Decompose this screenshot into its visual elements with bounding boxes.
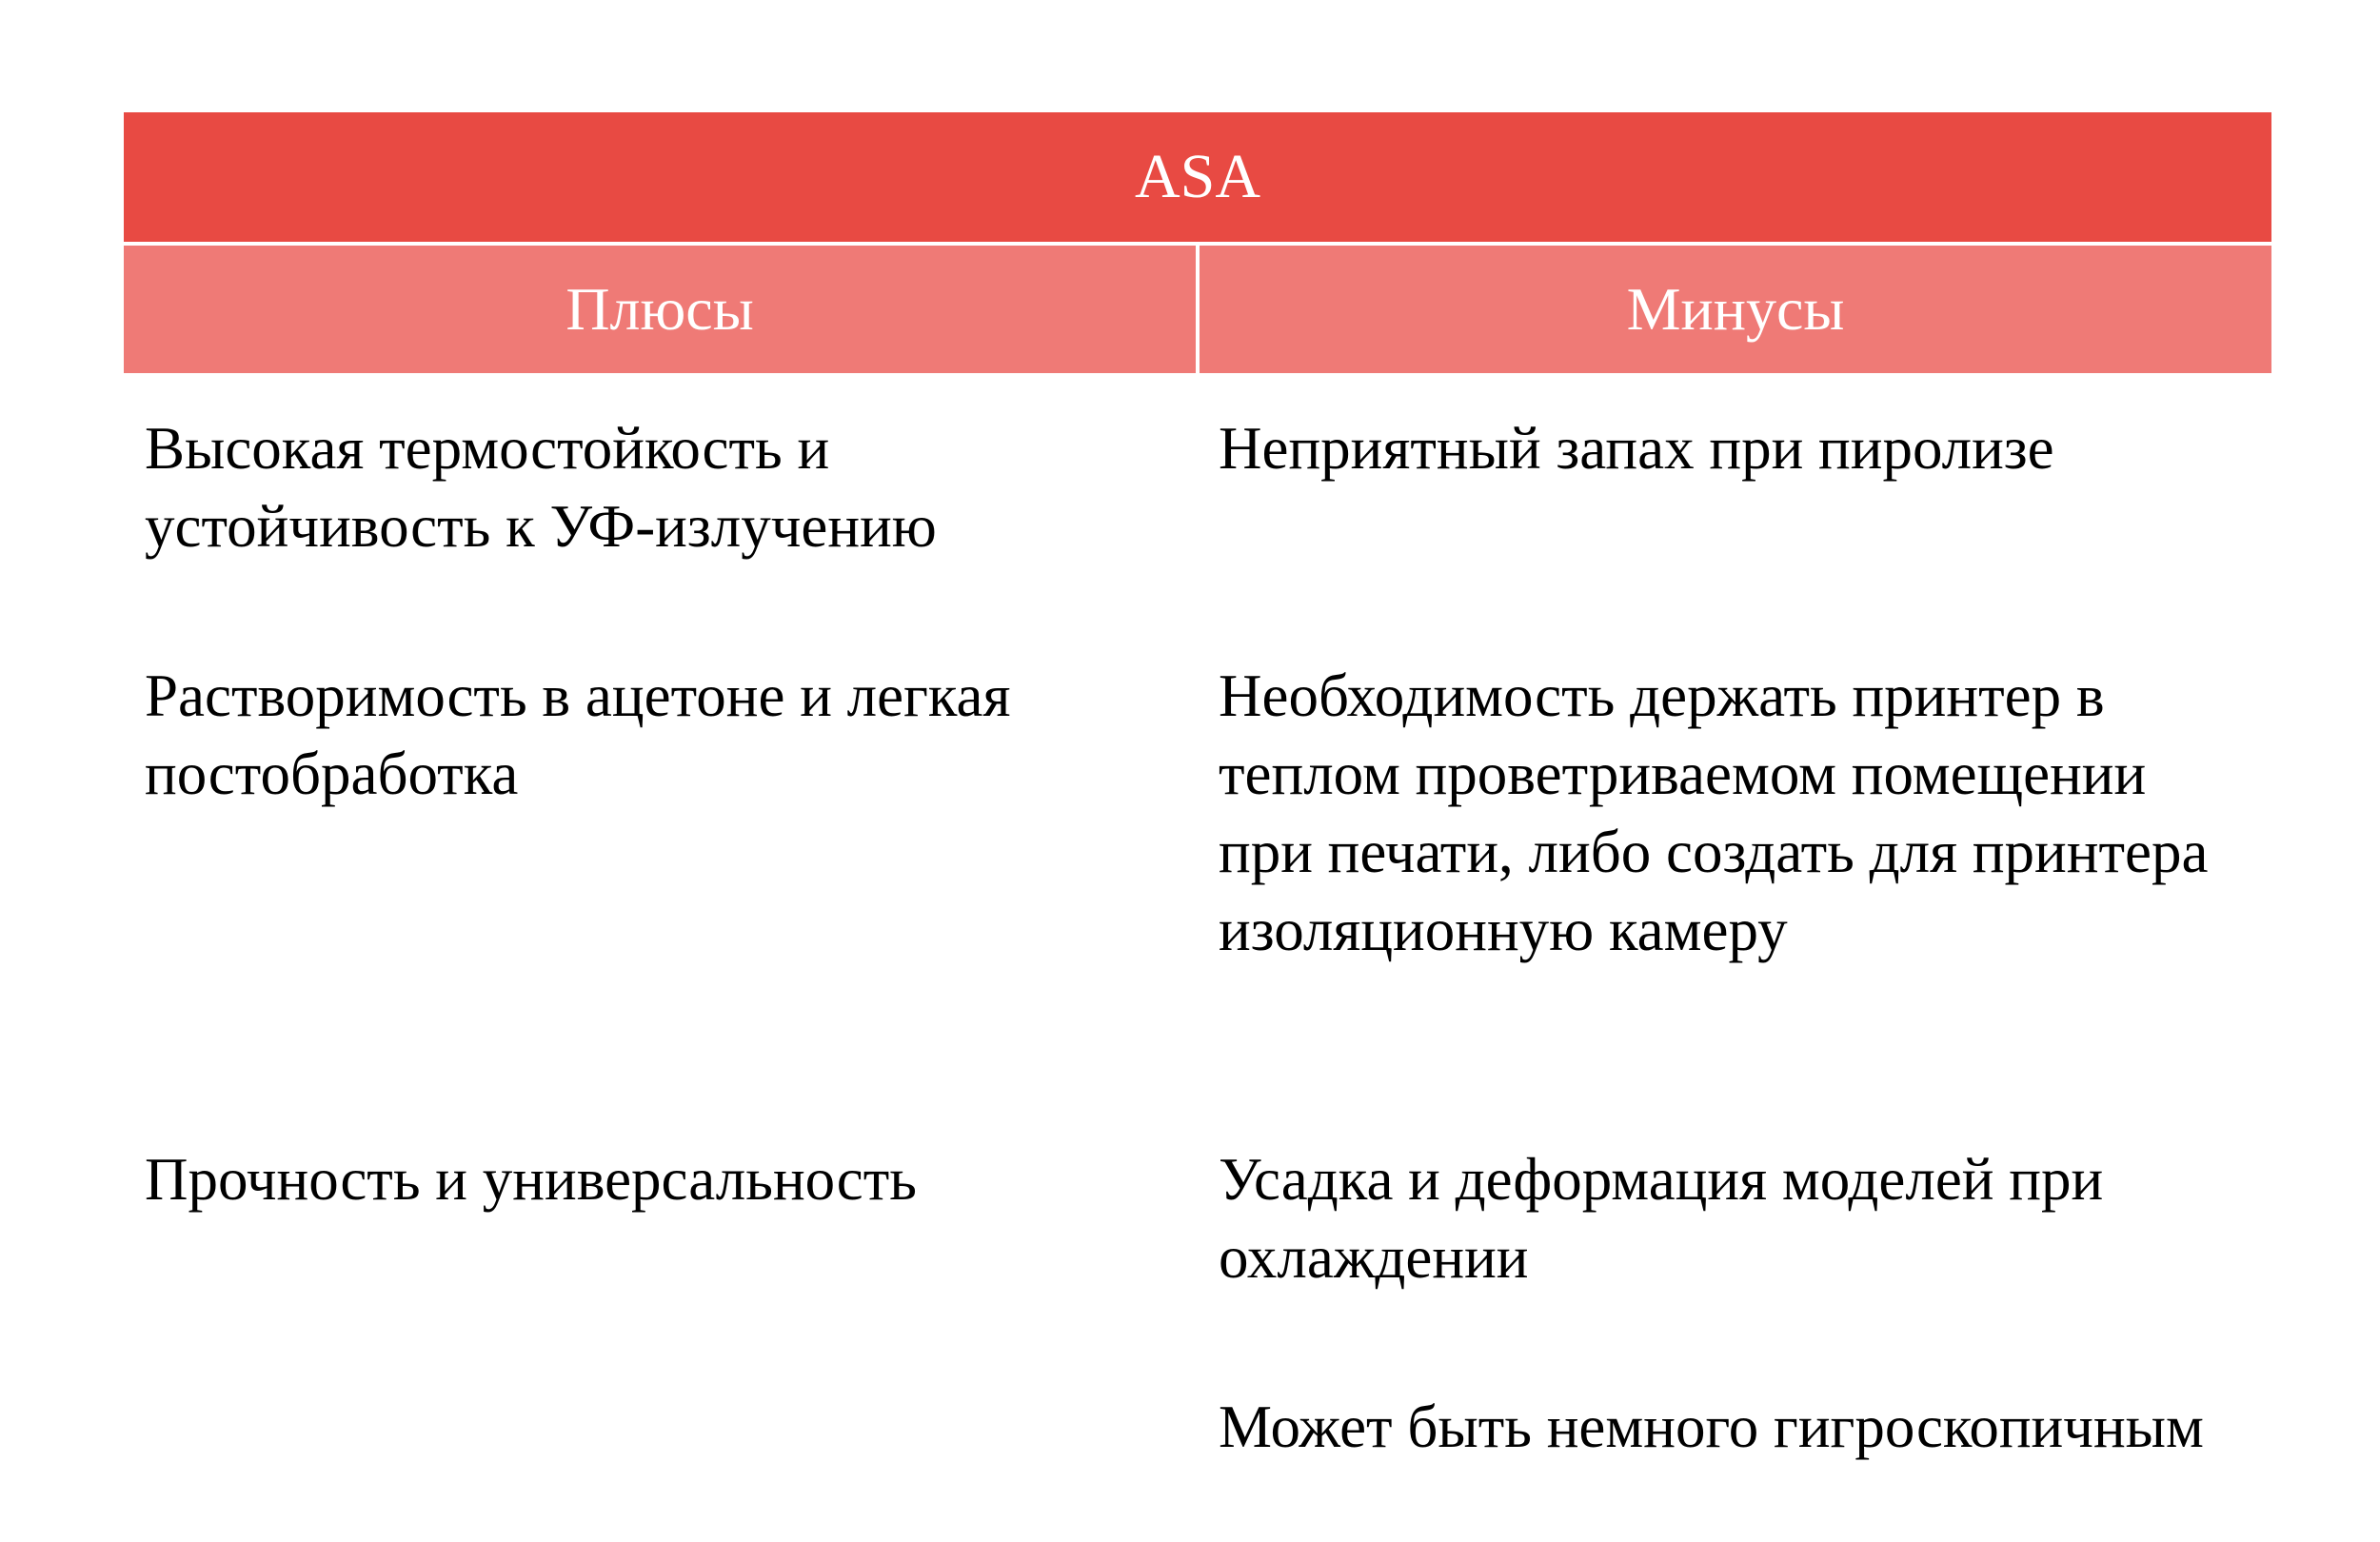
pro-cell: Прочность и универсальность — [145, 1146, 917, 1213]
table-row — [124, 1352, 2271, 1542]
con-cell: Усадка и деформация моделей при охлаждении — [1219, 1146, 2104, 1291]
table-title: ASA — [124, 112, 2271, 242]
pros-header: Плюсы — [124, 246, 1196, 373]
con-cell: Может быть немного гигроскопичным — [1219, 1394, 2204, 1460]
pro-cell — [124, 1388, 1198, 1542]
cons-header: Минусы — [1200, 246, 2271, 373]
pro-cell: Высокая термостойкость и устойчивость к УФ-излучению — [145, 415, 937, 560]
table-row — [124, 1104, 2271, 1352]
con-cell: Необходимость держать принтер в теплом проветриваемом помещении при печати, либо создать для принтера изоляционную камеру — [1219, 662, 2209, 963]
table-row — [124, 621, 2271, 1104]
asa-comparison-table — [124, 112, 2271, 1542]
con-cell: Неприятный запах при пиролизе — [1219, 415, 2054, 482]
table-row — [124, 373, 2271, 621]
pro-cell: Растворимость в ацетоне и легкая постобработка — [145, 662, 1011, 807]
table-header-row — [124, 246, 2271, 373]
